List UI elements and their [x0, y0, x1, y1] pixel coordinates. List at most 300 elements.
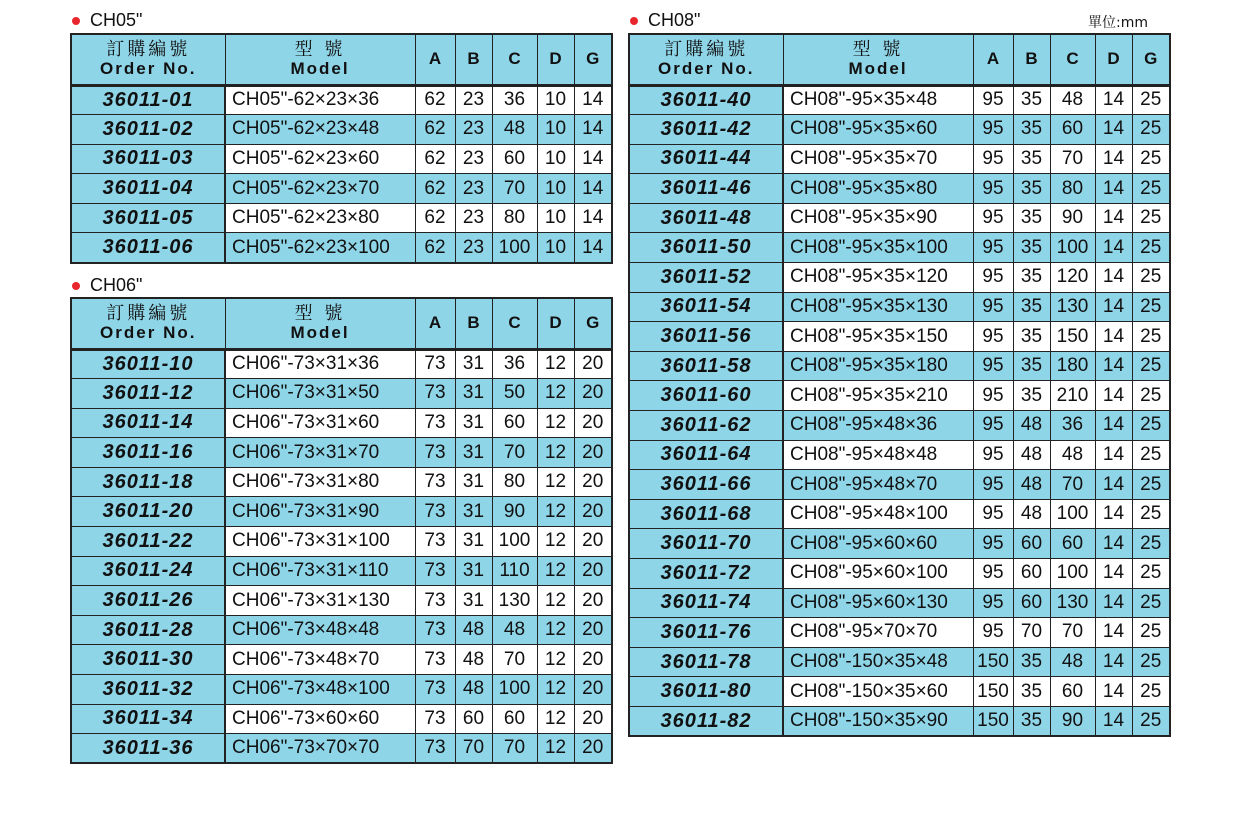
dim-cell: 20: [574, 704, 612, 734]
table-row: [629, 174, 1170, 204]
table-row: [71, 556, 612, 586]
dim-cell: 48: [455, 675, 492, 705]
bullet-icon: [630, 17, 638, 25]
header-model-en: Model: [848, 59, 908, 79]
header-dim-g: G: [574, 34, 612, 85]
dim-cell: 95: [973, 529, 1013, 559]
dim-cell: 10: [537, 144, 574, 174]
dim-cell: 35: [1013, 706, 1050, 736]
dim-cell: 73: [415, 379, 455, 409]
dim-cell: 73: [415, 704, 455, 734]
model-cell: CH08"-150×35×48: [783, 647, 973, 677]
header-dim-c: C: [492, 34, 537, 85]
model-cell: CH06"-73×48×100: [225, 675, 415, 705]
model-cell: CH08"-95×35×80: [783, 174, 973, 204]
dim-cell: 95: [973, 203, 1013, 233]
dim-cell: 20: [574, 527, 612, 557]
dim-cell: 25: [1132, 85, 1170, 115]
header-dim-g: G: [1132, 34, 1170, 85]
dim-cell: 14: [1095, 529, 1132, 559]
model-cell: CH06"-73×31×36: [225, 349, 415, 379]
header-order-no: [71, 34, 225, 85]
dim-cell: 20: [574, 734, 612, 764]
order-no-cell: 36011-70: [629, 529, 783, 559]
dim-cell: 20: [574, 349, 612, 379]
dim-cell: 14: [1095, 559, 1132, 589]
dim-cell: 31: [455, 497, 492, 527]
dim-cell: 31: [455, 527, 492, 557]
dim-cell: 14: [1095, 677, 1132, 707]
header-dim-a: A: [415, 298, 455, 349]
dim-cell: 62: [415, 115, 455, 145]
table-row: [629, 706, 1170, 736]
dim-cell: 60: [1013, 588, 1050, 618]
dim-cell: 62: [415, 233, 455, 263]
dim-cell: 95: [973, 499, 1013, 529]
dim-cell: 10: [537, 233, 574, 263]
model-cell: CH06"-73×31×70: [225, 438, 415, 468]
model-cell: CH06"-73×31×100: [225, 527, 415, 557]
order-no-cell: 36011-52: [629, 263, 783, 293]
order-no-cell: 36011-22: [71, 527, 225, 557]
order-no-cell: 36011-28: [71, 615, 225, 645]
table-row: [71, 203, 612, 233]
dim-cell: 130: [1050, 588, 1095, 618]
dim-cell: 14: [1095, 440, 1132, 470]
dim-cell: 60: [1050, 677, 1095, 707]
model-cell: CH08"-150×35×90: [783, 706, 973, 736]
dim-cell: 50: [492, 379, 537, 409]
model-cell: CH05"-62×23×100: [225, 233, 415, 263]
dim-cell: 35: [1013, 85, 1050, 115]
header-model-cn: 型 號: [294, 303, 346, 325]
header-order-en: Order No.: [658, 59, 755, 79]
dim-cell: 25: [1132, 588, 1170, 618]
section-title-ch08: [630, 10, 700, 31]
dim-cell: 20: [574, 467, 612, 497]
order-no-cell: 36011-36: [71, 734, 225, 764]
dim-cell: 25: [1132, 381, 1170, 411]
table-row: [629, 529, 1170, 559]
model-cell: CH08"-95×60×100: [783, 559, 973, 589]
dim-cell: 95: [973, 292, 1013, 322]
dim-cell: 60: [492, 704, 537, 734]
order-no-cell: 36011-18: [71, 467, 225, 497]
dim-cell: 12: [537, 467, 574, 497]
dim-cell: 73: [415, 438, 455, 468]
dim-cell: 12: [537, 615, 574, 645]
order-no-cell: 36011-62: [629, 411, 783, 441]
table-row: [629, 559, 1170, 589]
dim-cell: 73: [415, 497, 455, 527]
header-model-en: Model: [290, 59, 350, 79]
dim-cell: 80: [492, 467, 537, 497]
dim-cell: 90: [492, 497, 537, 527]
dim-cell: 70: [492, 174, 537, 204]
table-row: [71, 115, 612, 145]
dim-cell: 60: [1013, 559, 1050, 589]
table-row: [71, 467, 612, 497]
dim-cell: 48: [1050, 440, 1095, 470]
dim-cell: 73: [415, 586, 455, 616]
dim-cell: 150: [973, 647, 1013, 677]
dim-cell: 31: [455, 408, 492, 438]
header-model-cn: 型 號: [852, 39, 904, 61]
model-cell: CH08"-95×48×70: [783, 470, 973, 500]
header-row: [629, 34, 1170, 85]
spec-table-ch08: [628, 33, 1171, 737]
dim-cell: 73: [415, 408, 455, 438]
model-cell: CH08"-95×35×70: [783, 144, 973, 174]
dim-cell: 25: [1132, 529, 1170, 559]
dim-cell: 14: [1095, 322, 1132, 352]
order-no-cell: 36011-82: [629, 706, 783, 736]
model-cell: CH06"-73×48×48: [225, 615, 415, 645]
order-no-cell: 36011-03: [71, 144, 225, 174]
dim-cell: 100: [1050, 499, 1095, 529]
dim-cell: 130: [1050, 292, 1095, 322]
dim-cell: 95: [973, 85, 1013, 115]
header-dim-d: D: [1095, 34, 1132, 85]
dim-cell: 73: [415, 556, 455, 586]
dim-cell: 14: [1095, 618, 1132, 648]
header-order-en: Order No.: [100, 59, 197, 79]
dim-cell: 14: [1095, 203, 1132, 233]
order-no-cell: 36011-44: [629, 144, 783, 174]
dim-cell: 20: [574, 675, 612, 705]
dim-cell: 73: [415, 615, 455, 645]
order-no-cell: 36011-58: [629, 351, 783, 381]
dim-cell: 25: [1132, 470, 1170, 500]
table-row: [629, 677, 1170, 707]
dim-cell: 14: [1095, 381, 1132, 411]
table-row: [629, 263, 1170, 293]
model-cell: CH08"-150×35×60: [783, 677, 973, 707]
dim-cell: 14: [1095, 174, 1132, 204]
dim-cell: 90: [1050, 706, 1095, 736]
dim-cell: 48: [1013, 470, 1050, 500]
order-no-cell: 36011-14: [71, 408, 225, 438]
section-title-ch05: [72, 10, 142, 31]
dim-cell: 25: [1132, 322, 1170, 352]
table-row: [71, 144, 612, 174]
header-row: [71, 34, 612, 85]
dim-cell: 25: [1132, 559, 1170, 589]
header-dim-c: C: [492, 298, 537, 349]
dim-cell: 95: [973, 322, 1013, 352]
dim-cell: 70: [1050, 470, 1095, 500]
dim-cell: 25: [1132, 647, 1170, 677]
dim-cell: 80: [1050, 174, 1095, 204]
dim-cell: 70: [492, 438, 537, 468]
header-dim-b: B: [1013, 34, 1050, 85]
table-row: [71, 645, 612, 675]
order-no-cell: 36011-76: [629, 618, 783, 648]
table-row: [71, 586, 612, 616]
model-cell: CH06"-73×70×70: [225, 734, 415, 764]
dim-cell: 60: [1050, 115, 1095, 145]
dim-cell: 12: [537, 675, 574, 705]
dim-cell: 14: [1095, 647, 1132, 677]
dim-cell: 14: [1095, 706, 1132, 736]
table-row: [629, 85, 1170, 115]
dim-cell: 14: [574, 144, 612, 174]
model-cell: CH08"-95×35×100: [783, 233, 973, 263]
header-model: [783, 34, 973, 85]
table-row: [71, 438, 612, 468]
dim-cell: 14: [574, 203, 612, 233]
dim-cell: 14: [1095, 411, 1132, 441]
table-row: [629, 203, 1170, 233]
dim-cell: 25: [1132, 351, 1170, 381]
dim-cell: 31: [455, 467, 492, 497]
dim-cell: 12: [537, 408, 574, 438]
dim-cell: 130: [492, 586, 537, 616]
section-title-text: CH05": [90, 10, 143, 30]
model-cell: CH08"-95×35×60: [783, 115, 973, 145]
order-no-cell: 36011-78: [629, 647, 783, 677]
header-model-cn: 型 號: [294, 39, 346, 61]
header-dim-b: B: [455, 34, 492, 85]
dim-cell: 14: [574, 233, 612, 263]
dim-cell: 20: [574, 586, 612, 616]
header-order-no: [629, 34, 783, 85]
header-row: [71, 298, 612, 349]
table-row: [71, 174, 612, 204]
table-row: [629, 470, 1170, 500]
dim-cell: 14: [1095, 588, 1132, 618]
dim-cell: 20: [574, 438, 612, 468]
table-row: [71, 734, 612, 764]
dim-cell: 100: [1050, 559, 1095, 589]
table-row: [629, 618, 1170, 648]
section-title-text: CH08": [648, 10, 701, 30]
table-row: [629, 292, 1170, 322]
model-cell: CH08"-95×35×150: [783, 322, 973, 352]
dim-cell: 12: [537, 556, 574, 586]
model-cell: CH06"-73×31×90: [225, 497, 415, 527]
order-no-cell: 36011-05: [71, 203, 225, 233]
order-no-cell: 36011-04: [71, 174, 225, 204]
dim-cell: 14: [1095, 233, 1132, 263]
dim-cell: 25: [1132, 115, 1170, 145]
order-no-cell: 36011-54: [629, 292, 783, 322]
dim-cell: 14: [1095, 144, 1132, 174]
model-cell: CH08"-95×35×130: [783, 292, 973, 322]
model-cell: CH08"-95×35×48: [783, 85, 973, 115]
table-row: [629, 233, 1170, 263]
table-row: [629, 499, 1170, 529]
dim-cell: 20: [574, 379, 612, 409]
dim-cell: 95: [973, 144, 1013, 174]
dim-cell: 48: [492, 615, 537, 645]
table-row: [71, 233, 612, 263]
dim-cell: 14: [1095, 470, 1132, 500]
dim-cell: 14: [1095, 499, 1132, 529]
model-cell: CH06"-73×60×60: [225, 704, 415, 734]
dim-cell: 12: [537, 734, 574, 764]
header-order-cn: 訂購編號: [106, 39, 191, 61]
header-order-no: [71, 298, 225, 349]
model-cell: CH05"-62×23×36: [225, 85, 415, 115]
dim-cell: 23: [455, 203, 492, 233]
dim-cell: 110: [492, 556, 537, 586]
spec-table-ch05: [70, 33, 613, 264]
dim-cell: 73: [415, 645, 455, 675]
bullet-icon: [72, 282, 80, 290]
dim-cell: 60: [1050, 529, 1095, 559]
dim-cell: 12: [537, 586, 574, 616]
order-no-cell: 36011-16: [71, 438, 225, 468]
dim-cell: 20: [574, 615, 612, 645]
dim-cell: 48: [492, 115, 537, 145]
order-no-cell: 36011-02: [71, 115, 225, 145]
dim-cell: 73: [415, 675, 455, 705]
header-dim-g: G: [574, 298, 612, 349]
table-row: [71, 675, 612, 705]
model-cell: CH05"-62×23×80: [225, 203, 415, 233]
order-no-cell: 36011-24: [71, 556, 225, 586]
dim-cell: 100: [492, 675, 537, 705]
table-row: [629, 322, 1170, 352]
order-no-cell: 36011-10: [71, 349, 225, 379]
model-cell: CH06"-73×31×110: [225, 556, 415, 586]
dim-cell: 95: [973, 381, 1013, 411]
dim-cell: 14: [1095, 85, 1132, 115]
table-row: [629, 647, 1170, 677]
dim-cell: 90: [1050, 203, 1095, 233]
dim-cell: 48: [1013, 440, 1050, 470]
dim-cell: 35: [1013, 322, 1050, 352]
dim-cell: 12: [537, 645, 574, 675]
dim-cell: 120: [1050, 263, 1095, 293]
dim-cell: 48: [1013, 499, 1050, 529]
dim-cell: 25: [1132, 174, 1170, 204]
dim-cell: 31: [455, 586, 492, 616]
order-no-cell: 36011-30: [71, 645, 225, 675]
order-no-cell: 36011-20: [71, 497, 225, 527]
dim-cell: 73: [415, 349, 455, 379]
table-row: [71, 527, 612, 557]
dim-cell: 12: [537, 438, 574, 468]
model-cell: CH08"-95×35×90: [783, 203, 973, 233]
dim-cell: 14: [574, 85, 612, 115]
dim-cell: 95: [973, 233, 1013, 263]
dim-cell: 95: [973, 559, 1013, 589]
header-dim-c: C: [1050, 34, 1095, 85]
dim-cell: 62: [415, 144, 455, 174]
dim-cell: 35: [1013, 263, 1050, 293]
table-row: [629, 411, 1170, 441]
dim-cell: 35: [1013, 144, 1050, 174]
order-no-cell: 36011-40: [629, 85, 783, 115]
dim-cell: 20: [574, 556, 612, 586]
table-row: [629, 351, 1170, 381]
dim-cell: 14: [1095, 115, 1132, 145]
table-row: [71, 349, 612, 379]
model-cell: CH05"-62×23×48: [225, 115, 415, 145]
dim-cell: 35: [1013, 203, 1050, 233]
model-cell: CH05"-62×23×70: [225, 174, 415, 204]
table-row: [71, 408, 612, 438]
dim-cell: 95: [973, 618, 1013, 648]
dim-cell: 150: [973, 706, 1013, 736]
dim-cell: 70: [1050, 618, 1095, 648]
dim-cell: 70: [492, 734, 537, 764]
dim-cell: 10: [537, 85, 574, 115]
order-no-cell: 36011-80: [629, 677, 783, 707]
dim-cell: 95: [973, 588, 1013, 618]
section-title-text: CH06": [90, 275, 143, 295]
header-dim-a: A: [973, 34, 1013, 85]
dim-cell: 25: [1132, 203, 1170, 233]
dim-cell: 25: [1132, 144, 1170, 174]
bullet-icon: [72, 17, 80, 25]
dim-cell: 35: [1013, 115, 1050, 145]
dim-cell: 35: [1013, 174, 1050, 204]
dim-cell: 12: [537, 349, 574, 379]
table-row: [629, 440, 1170, 470]
dim-cell: 62: [415, 174, 455, 204]
dim-cell: 23: [455, 233, 492, 263]
dim-cell: 60: [455, 704, 492, 734]
dim-cell: 36: [1050, 411, 1095, 441]
dim-cell: 60: [492, 408, 537, 438]
table-row: [629, 381, 1170, 411]
dim-cell: 95: [973, 115, 1013, 145]
order-no-cell: 36011-48: [629, 203, 783, 233]
model-cell: CH06"-73×31×60: [225, 408, 415, 438]
model-cell: CH08"-95×35×180: [783, 351, 973, 381]
model-cell: CH06"-73×31×80: [225, 467, 415, 497]
section-title-ch06: [72, 275, 142, 296]
model-cell: CH08"-95×48×100: [783, 499, 973, 529]
dim-cell: 20: [574, 645, 612, 675]
order-no-cell: 36011-50: [629, 233, 783, 263]
dim-cell: 70: [492, 645, 537, 675]
dim-cell: 70: [455, 734, 492, 764]
table-row: [629, 115, 1170, 145]
dim-cell: 31: [455, 349, 492, 379]
order-no-cell: 36011-01: [71, 85, 225, 115]
dim-cell: 73: [415, 527, 455, 557]
dim-cell: 12: [537, 704, 574, 734]
dim-cell: 150: [1050, 322, 1095, 352]
dim-cell: 23: [455, 85, 492, 115]
dim-cell: 73: [415, 467, 455, 497]
table-row: [71, 704, 612, 734]
dim-cell: 14: [1095, 263, 1132, 293]
dim-cell: 150: [973, 677, 1013, 707]
dim-cell: 210: [1050, 381, 1095, 411]
dim-cell: 73: [415, 734, 455, 764]
dim-cell: 31: [455, 556, 492, 586]
header-dim-d: D: [537, 34, 574, 85]
header-dim-a: A: [415, 34, 455, 85]
dim-cell: 35: [1013, 233, 1050, 263]
header-order-cn: 訂購編號: [106, 303, 191, 325]
header-order-en: Order No.: [100, 323, 197, 343]
order-no-cell: 36011-56: [629, 322, 783, 352]
dim-cell: 62: [415, 203, 455, 233]
dim-cell: 25: [1132, 618, 1170, 648]
model-cell: CH08"-95×35×120: [783, 263, 973, 293]
order-no-cell: 36011-12: [71, 379, 225, 409]
model-cell: CH08"-95×60×130: [783, 588, 973, 618]
dim-cell: 35: [1013, 381, 1050, 411]
dim-cell: 14: [1095, 292, 1132, 322]
dim-cell: 100: [492, 233, 537, 263]
